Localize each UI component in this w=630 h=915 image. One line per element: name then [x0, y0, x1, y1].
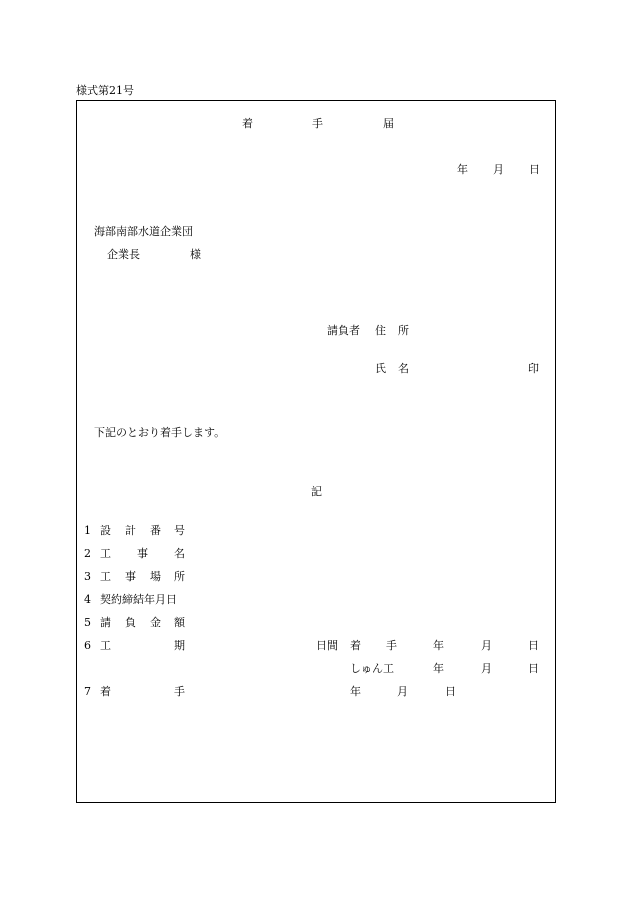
contractor-name-label-2: 名: [398, 362, 409, 375]
item-number: 6: [84, 639, 91, 652]
period-start-label-2: 手: [386, 639, 397, 652]
contractor-label: 請負者: [327, 324, 360, 337]
item-number: 5: [84, 616, 91, 629]
start-date-year: 年: [350, 685, 361, 698]
item-label-char: 工: [100, 570, 111, 583]
item-number: 4: [84, 593, 91, 606]
form-number: 様式第21号: [76, 84, 134, 97]
item-label-char: 請: [100, 616, 111, 629]
item-number: 7: [84, 685, 91, 698]
item-number: 1: [84, 524, 91, 537]
addressee-org: 海部南部水道企業団: [94, 225, 193, 238]
form-frame: [76, 100, 556, 803]
period-start-label-1: 着: [350, 639, 361, 652]
period-end-day: 日: [528, 662, 539, 675]
item-label-char: 場: [150, 570, 161, 583]
item-label-char: 番: [150, 524, 161, 537]
item-label-char: 額: [174, 616, 185, 629]
date-day-label: 日: [529, 163, 540, 176]
period-end-year: 年: [433, 662, 444, 675]
item-label-char: 設: [100, 524, 111, 537]
item-label-char: 号: [174, 524, 185, 537]
item-label: 契約締結年月日: [100, 593, 177, 606]
item-label-char: 負: [125, 616, 136, 629]
item-label-char: 手: [174, 685, 185, 698]
item-label-char: 計: [125, 524, 136, 537]
contractor-address-label-2: 所: [398, 324, 409, 337]
start-date-day: 日: [445, 685, 456, 698]
title-char-1: 着: [242, 117, 253, 130]
seal-mark: 印: [528, 362, 539, 375]
item-label-char: 名: [174, 547, 185, 560]
title-char-3: 届: [383, 117, 394, 130]
period-end-month: 月: [481, 662, 492, 675]
period-days-label: 日間: [316, 639, 338, 652]
item-label-char: 所: [174, 570, 185, 583]
item-label-char: 期: [174, 639, 185, 652]
addressee-honorific: 様: [190, 248, 201, 261]
item-number: 2: [84, 547, 91, 560]
contractor-name-label-1: 氏: [375, 362, 386, 375]
statement: 下記のとおり着手します。: [94, 426, 226, 439]
item-label-char: 事: [125, 570, 136, 583]
item-number: 3: [84, 570, 91, 583]
item-label-char: 工: [100, 639, 111, 652]
addressee-person: 企業長: [107, 248, 140, 261]
item-label-char: 金: [150, 616, 161, 629]
date-month-label: 月: [493, 163, 504, 176]
item-label-char: 着: [100, 685, 111, 698]
item-label-char: 事: [137, 547, 148, 560]
period-start-year: 年: [433, 639, 444, 652]
period-start-day: 日: [528, 639, 539, 652]
start-date-month: 月: [397, 685, 408, 698]
period-start-month: 月: [481, 639, 492, 652]
item-label-char: 工: [100, 547, 111, 560]
title-char-2: 手: [312, 117, 323, 130]
record-heading: 記: [311, 485, 322, 498]
contractor-address-label-1: 住: [375, 324, 386, 337]
date-year-label: 年: [457, 163, 468, 176]
period-completion-label: しゅん工: [350, 662, 394, 675]
